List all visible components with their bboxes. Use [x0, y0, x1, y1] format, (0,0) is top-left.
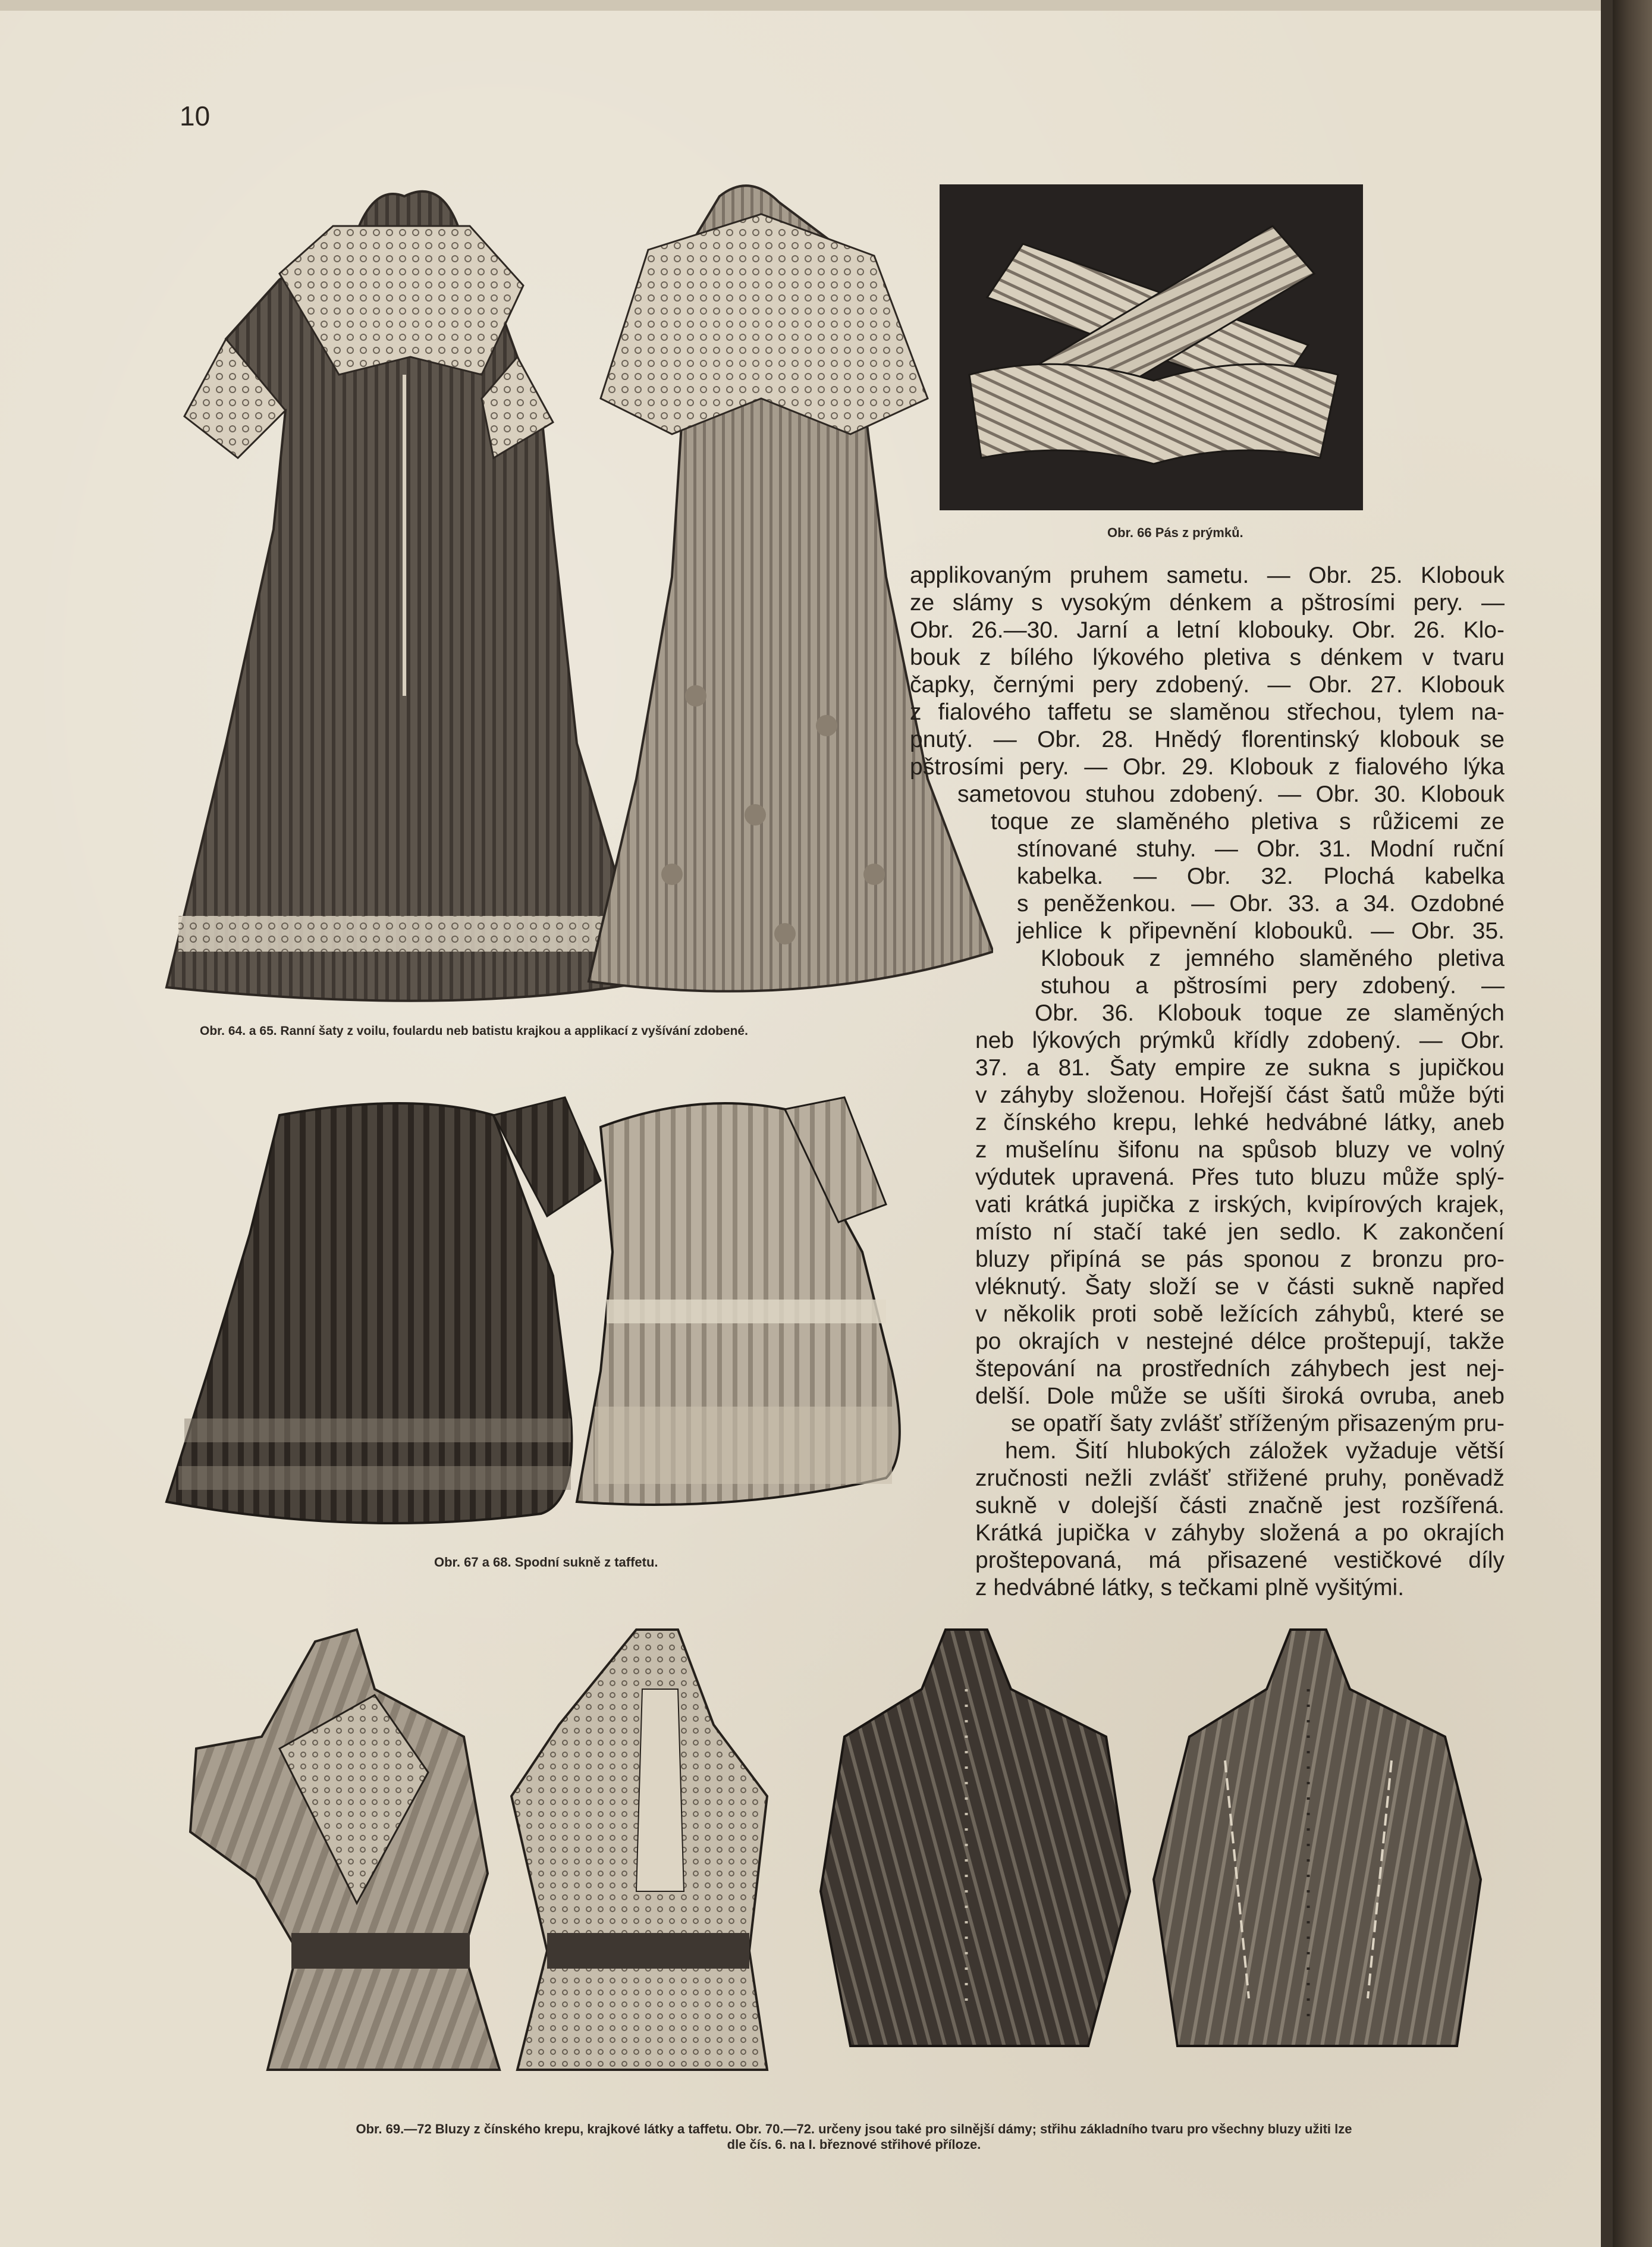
- article-line: stínované stuhy. — Obr. 31. Modní ruční: [1017, 836, 1505, 862]
- article-line: stuhou a pštrosími pery zdobený. —: [1041, 973, 1505, 999]
- article-line: Klobouk z jemného slaměného pletiva: [1041, 946, 1505, 971]
- figure-petticoats: [161, 1085, 987, 1549]
- article-line: bouk z bílého lýkového pletiva s dénkem v tvaru: [910, 645, 1505, 670]
- article-line: v záhyby složenou. Hořejší část šatů může býti: [975, 1082, 1505, 1108]
- book-spine: [1613, 0, 1652, 2247]
- petticoat-illustration: [161, 1085, 987, 1549]
- article-line: pnutý. — Obr. 28. Hnědý florentinský klobouk se: [910, 727, 1505, 752]
- article-line: výdutek upravená. Přes tuto bluzu může splý-: [975, 1165, 1505, 1190]
- figure-caption-belt: Obr. 66 Pás z prýmků.: [1107, 525, 1243, 540]
- article-line: jehlice k připevnění klobouků. — Obr. 35.: [1017, 918, 1505, 944]
- article-text: [910, 562, 1505, 1602]
- article-line: s peněženkou. — Obr. 33. a 34. Ozdobné: [1017, 891, 1505, 917]
- article-line: applikovaným pruhem sametu. — Obr. 25. Klobouk: [910, 563, 1505, 588]
- article-line: Krátká jupička v záhyby složená a po okrajích: [975, 1520, 1505, 1546]
- article-line: sukně v dolejší části značně jest rozšířená.: [975, 1493, 1505, 1518]
- article-line: čapky, černými pery zdobený. — Obr. 27. Klobouk: [910, 672, 1505, 698]
- article-line: proštepovaná, má přisazené vestičkové díly: [975, 1548, 1505, 1573]
- belt-illustration: [940, 184, 1363, 510]
- article-line: Obr. 36. Klobouk toque ze slaměných: [1035, 1000, 1505, 1026]
- article-line: vléknutý. Šaty složí se v části sukně napřed: [975, 1274, 1505, 1300]
- article-line: z mušelínu šifonu na spůsob bluzy ve volný: [975, 1137, 1505, 1163]
- article-line: bluzy připíná se pás sponou z bronzu pro-: [975, 1247, 1505, 1272]
- article-line: z hedvábné látky, s tečkami plně vyšitými.: [975, 1575, 1405, 1600]
- figure-caption-dresses: Obr. 64. a 65. Ranní šaty z voilu, foulardu neb batistu krajkou a applikací z vyšívání zdobené.: [200, 1024, 748, 1038]
- article-line: po okrajích v nestejné délce proštepují, takže: [975, 1329, 1505, 1354]
- blouse-illustration: [178, 1618, 1540, 2111]
- figure-belt: [940, 184, 1363, 510]
- article-line: toque ze slaměného pletiva s růžicemi ze: [991, 809, 1505, 834]
- article-line: Obr. 26.—30. Jarní a letní klobouky. Obr. 26. Klo-: [910, 617, 1505, 643]
- article-line: ze slámy s vysokým dénkem a pštrosími pery. —: [910, 590, 1505, 616]
- page-top-edge: [0, 0, 1652, 11]
- article-line: pštrosími pery. — Obr. 29. Klobouk z fialového lýka: [910, 754, 1505, 780]
- figure-blouses: [178, 1618, 1540, 2111]
- article-line: delší. Dole může se ušíti široká ovruba, aneb: [975, 1383, 1505, 1409]
- page-number: 10: [180, 101, 211, 131]
- figure-caption-petticoats: Obr. 67 a 68. Spodní sukně z taffetu.: [434, 1555, 658, 1570]
- article-line: z čínského krepu, lehké hedvábné látky, aneb: [975, 1110, 1505, 1135]
- article-line: 37. a 81. Šaty empire ze sukna s jupičkou: [975, 1055, 1505, 1081]
- article-line: štepování na prostředních záhybech jest nej-: [975, 1356, 1505, 1382]
- article-line: hem. Šití hlubokých záložek vyžaduje větší: [1005, 1438, 1505, 1464]
- article-line: sametovou stuhou zdobený. — Obr. 30. Klobouk: [957, 782, 1505, 807]
- article-line: zručnosti nežli zvlášť střižené pruhy, poněvadž: [975, 1465, 1505, 1491]
- article-line: se opatří šaty zvlášť stříženým přisazeným pru-: [1011, 1411, 1505, 1436]
- article-line: z fialového taffetu se slaměnou střechou, tylem na-: [910, 699, 1505, 725]
- figure-dresses: [161, 161, 993, 1023]
- article-line: v několik proti sobě ležících záhybů, které se: [975, 1301, 1505, 1327]
- figure-caption-blouses-line2: dle čís. 6. na I. březnové střihové příloze.: [727, 2137, 981, 2152]
- article-line: vati krátká jupička z irských, kvipírových krajek,: [975, 1192, 1505, 1217]
- dress-illustration: [161, 161, 993, 1023]
- article-line: místo ní stačí také jen sedlo. K zakončení: [975, 1219, 1505, 1245]
- figure-caption-blouses-line1: Obr. 69.—72 Bluzy z čínského krepu, krajkové látky a taffetu. Obr. 70.—72. určeny jsou také pro silnější dámy; střihu základního tvaru pro všechny bluzy užiti lze: [356, 2122, 1352, 2136]
- figure-caption-blouses: [188, 2122, 1520, 2152]
- article-line: neb lýkových prýmků křídly zdobený. — Obr.: [975, 1028, 1505, 1053]
- article-line: kabelka. — Obr. 32. Plochá kabelka: [1017, 864, 1505, 889]
